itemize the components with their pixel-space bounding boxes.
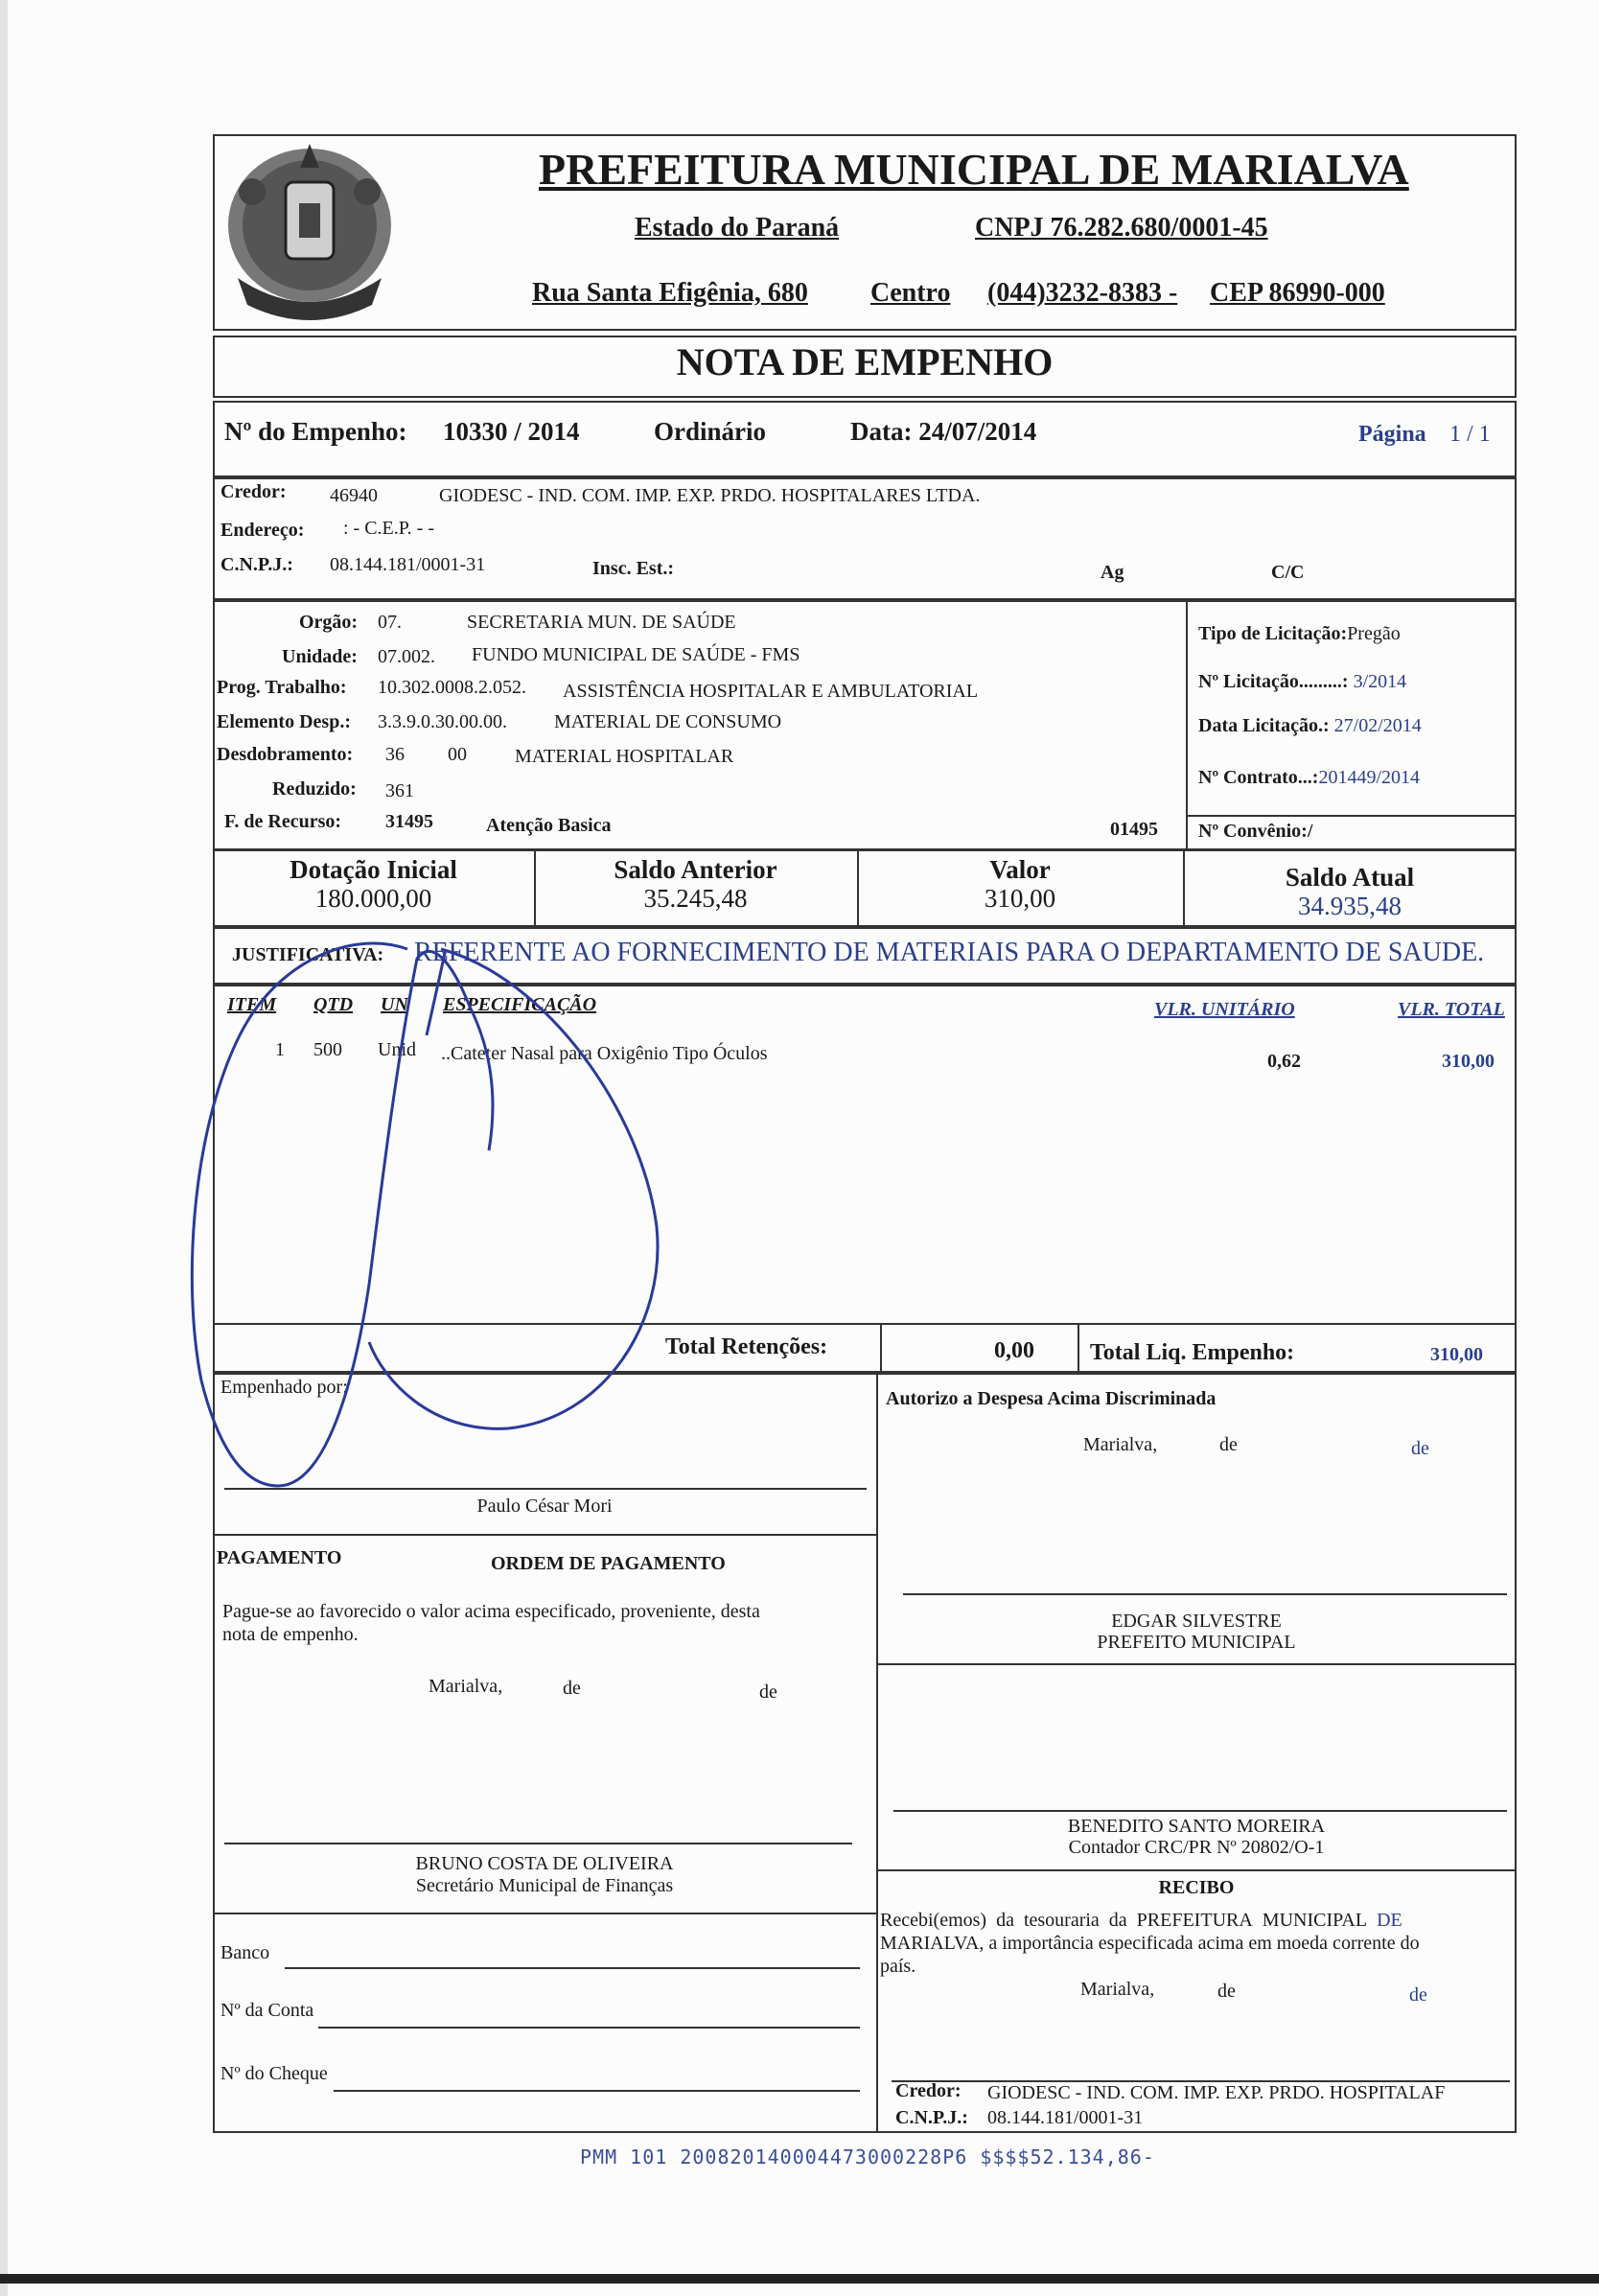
contrato-value: 201449/2014 [1318,767,1421,788]
totals-divider-1 [880,1323,882,1373]
licitacao-type-value: Pregão [1347,623,1401,644]
page-number: 1 / 1 [1449,422,1491,447]
contador-title: Contador CRC/PR Nº 20802/O-1 [1068,1837,1325,1858]
endereco-value: : - C.E.P. - - [343,518,434,539]
scan-bottom-bar [0,2274,1599,2284]
desd-value: MATERIAL HOSPITALAR [515,746,734,767]
col-vlr-total: VLR. TOTAL [1398,999,1505,1020]
prog-code: 10.302.0008.2.052. [378,677,526,698]
contador-divider [876,1869,1517,1871]
saldo-anterior-value: 35.245,48 [643,884,748,913]
autorizo-label: Autorizo a Despesa Acima Discriminada [886,1388,1217,1409]
desd-code: 36 [385,744,405,765]
convenio-divider [1186,815,1517,817]
banco-label: Banco [220,1942,270,1963]
valor-label: Valor [989,855,1051,884]
elem-value: MATERIAL DE CONSUMO [554,711,782,732]
dotacao-label: Dotação Inicial [290,855,457,884]
saldo-atual-value: 34.935,48 [1298,892,1402,920]
secretario-title: Secretário Municipal de Finanças [415,1875,674,1896]
recibo-text-2: MARIALVA, a importância especificada acima em moeda corrente do [880,1933,1420,1954]
secretario-signature-line [224,1843,852,1844]
saldo-atual-label: Saldo Atual [1285,863,1415,892]
liquido-value: 310,00 [1430,1344,1483,1365]
state-label: Estado do Paraná [635,213,840,243]
reduzido-value: 361 [385,780,414,801]
pagamento-label: PAGAMENTO [217,1547,342,1568]
footer-code: PMM 101 200820140004473000228P6 $$$$52.134,86- [580,2145,1155,2168]
fonte-value: Atenção Basica [486,815,612,836]
empenho-type: Ordinário [654,417,767,446]
empenho-date: Data: 24/07/2014 [850,417,1037,446]
autorizo-city: Marialva, [1083,1434,1158,1455]
desd-sub: 00 [448,744,467,765]
saldo-anterior-label: Saldo Anterior [614,855,777,884]
page-title: PREFEITURA MUNICIPAL DE MARIALVA [539,145,1409,194]
doc-title: NOTA DE EMPENHO [676,340,1054,383]
empenho-label: Nº do Empenho: [224,417,407,446]
orgao-code: 07. [378,612,402,633]
licitacao-number-value: 3/2014 [1353,671,1407,692]
budget-divider [1186,600,1188,851]
banco-line [285,1967,860,1969]
header-phone: (044)3232-8383 - [987,278,1178,308]
col-un: UN [381,994,408,1015]
pagamento-de-2: de [759,1681,777,1703]
valor-value: 310,00 [984,884,1056,913]
fonte-label: F. de Recurso: [224,811,342,832]
cheque-label: Nº do Cheque [220,2063,328,2084]
retencoes-value: 0,00 [994,1338,1034,1363]
pagamento-text-1: Pague-se ao favorecido o valor acima especificado, proveniente, desta [222,1601,760,1622]
item-spec: ..Cateter Nasal para Oxigênio Tipo Óculos [441,1043,768,1064]
recibo-text-1-end: DE [1377,1910,1402,1931]
item-qtd: 500 [313,1039,342,1060]
empenhado-divider [213,1534,876,1536]
prog-value: ASSISTÊNCIA HOSPITALAR E AMBULATORIAL [563,681,979,702]
pagamento-text-2: nota de empenho. [222,1624,359,1645]
fonte-ref: 01495 [1110,819,1158,840]
scan-edge [0,0,8,2296]
recibo-city: Marialva, [1080,1979,1155,2000]
header-cep: CEP 86990-000 [1210,278,1385,308]
empenhado-name: Paulo César Mori [476,1496,613,1517]
header-cnpj: CNPJ 76.282.680/0001-45 [975,213,1268,243]
convenio-label: Nº Convênio:/ [1198,821,1313,842]
recibo-text-1: Recebi(emos) da tesouraria da PREFEITURA MUNICIPAL DE [880,1910,1402,1931]
secretario-name: BRUNO COSTA DE OLIVEIRA [415,1853,674,1874]
fonte-code: 31495 [385,811,433,832]
recibo-de-2: de [1409,1984,1427,2006]
recibo-cnpj-value: 08.144.181/0001-31 [987,2107,1144,2128]
header-address: Rua Santa Efigênia, 680 [532,278,808,308]
cheque-line [334,2090,860,2092]
licitacao-number [1198,671,1406,693]
pagamento-city: Marialva, [429,1676,503,1697]
cc-label: C/C [1271,562,1305,583]
desd-label: Desdobramento: [217,744,354,765]
recibo-title: RECIBO [1158,1877,1235,1898]
licitacao-date-value: 27/02/2014 [1333,715,1422,736]
credor-label: Credor: [220,481,287,502]
item-total-value: 310,00 [1442,1051,1495,1072]
licitacao-type-label: Tipo de Licitação: [1198,623,1348,644]
credor-code: 46940 [330,485,378,506]
prefeito-signature-line [903,1593,1507,1595]
empenho-number: 10330 / 2014 [443,417,580,446]
conta-label: Nº da Conta [220,2000,314,2021]
elem-label: Elemento Desp.: [217,711,351,732]
prog-label: Prog. Trabalho: [217,677,347,698]
pagamento-de-1: de [563,1678,581,1699]
liquido-label: Total Liq. Empenho: [1090,1340,1295,1365]
recibo-cnpj-label: C.N.P.J.: [895,2107,968,2128]
conta-line [318,2027,860,2029]
contador-name: BENEDITO SANTO MOREIRA [1067,1816,1326,1837]
unidade-value: FUNDO MUNICIPAL DE SAÚDE - FMS [472,644,800,665]
contador-signature-line [893,1810,1507,1812]
dotacao-value: 180.000,00 [314,884,432,913]
unidade-label: Unidade: [282,646,358,667]
prefeito-name: EDGAR SILVESTRE [1111,1611,1282,1632]
col-item: ITEM [227,994,277,1015]
col-vlr-unitario: VLR. UNITÁRIO [1154,999,1295,1020]
empenhado-label: Empenhado por: [220,1377,348,1398]
autorizo-de-1: de [1219,1434,1238,1455]
item-un: Unid [378,1039,416,1060]
contrato [1198,767,1420,789]
autorizo-de-2: de [1411,1438,1429,1459]
item-number: 1 [275,1039,285,1060]
licitacao-type [1198,623,1401,645]
page-label: Página [1358,422,1426,447]
orgao-value: SECRETARIA MUN. DE SAÚDE [467,612,736,633]
orgao-label: Orgão: [299,612,359,633]
unidade-code: 07.002. [378,646,435,667]
recibo-credor-value: GIODESC - IND. COM. IMP. EXP. PRDO. HOSPITALAF [987,2082,1446,2103]
col-especificacao: ESPECIFICAÇÃO [443,994,597,1015]
recibo-credor-label: Credor: [895,2080,962,2101]
lower-divider [876,1373,878,2133]
licitacao-date [1198,715,1422,737]
pagamento-divider [213,1913,876,1914]
elem-code: 3.3.9.0.30.00.00. [378,711,507,732]
licitacao-number-label: Nº Licitação.........: [1198,671,1349,692]
totals-divider-2 [1078,1323,1079,1373]
header-district: Centro [870,278,951,308]
justificativa-label: JUSTIFICATIVA: [232,944,384,965]
credor-name: GIODESC - IND. COM. IMP. EXP. PRDO. HOSPITALARES LTDA. [439,485,981,506]
contrato-label: Nº Contrato...: [1198,767,1319,788]
licitacao-date-label: Data Licitação.: [1198,715,1330,736]
autorizo-divider [876,1663,1517,1665]
retencoes-label: Total Retenções: [665,1334,828,1359]
cnpj-label: C.N.P.J.: [220,554,293,575]
recibo-de-1: de [1217,1981,1236,2002]
item-unit-value: 0,62 [1267,1051,1301,1072]
ordem-pagamento-label: ORDEM DE PAGAMENTO [491,1553,726,1574]
col-qtd: QTD [313,994,354,1015]
recibo-text-3: país. [880,1956,916,1977]
endereco-label: Endereço: [220,520,305,541]
coat-of-arms-icon [219,134,401,326]
reduzido-label: Reduzido: [272,778,357,800]
insc-label: Insc. Est.: [592,558,675,579]
justificativa-text: REFERENTE AO FORNECIMENTO DE MATERIAIS PARA O DEPARTAMENTO DE SAUDE. [414,938,1485,967]
cnpj-value: 08.144.181/0001-31 [330,554,486,575]
prefeito-title: PREFEITO MUNICIPAL [1097,1632,1296,1653]
handwritten-signature [182,920,719,1515]
ag-label: Ag [1101,562,1124,583]
